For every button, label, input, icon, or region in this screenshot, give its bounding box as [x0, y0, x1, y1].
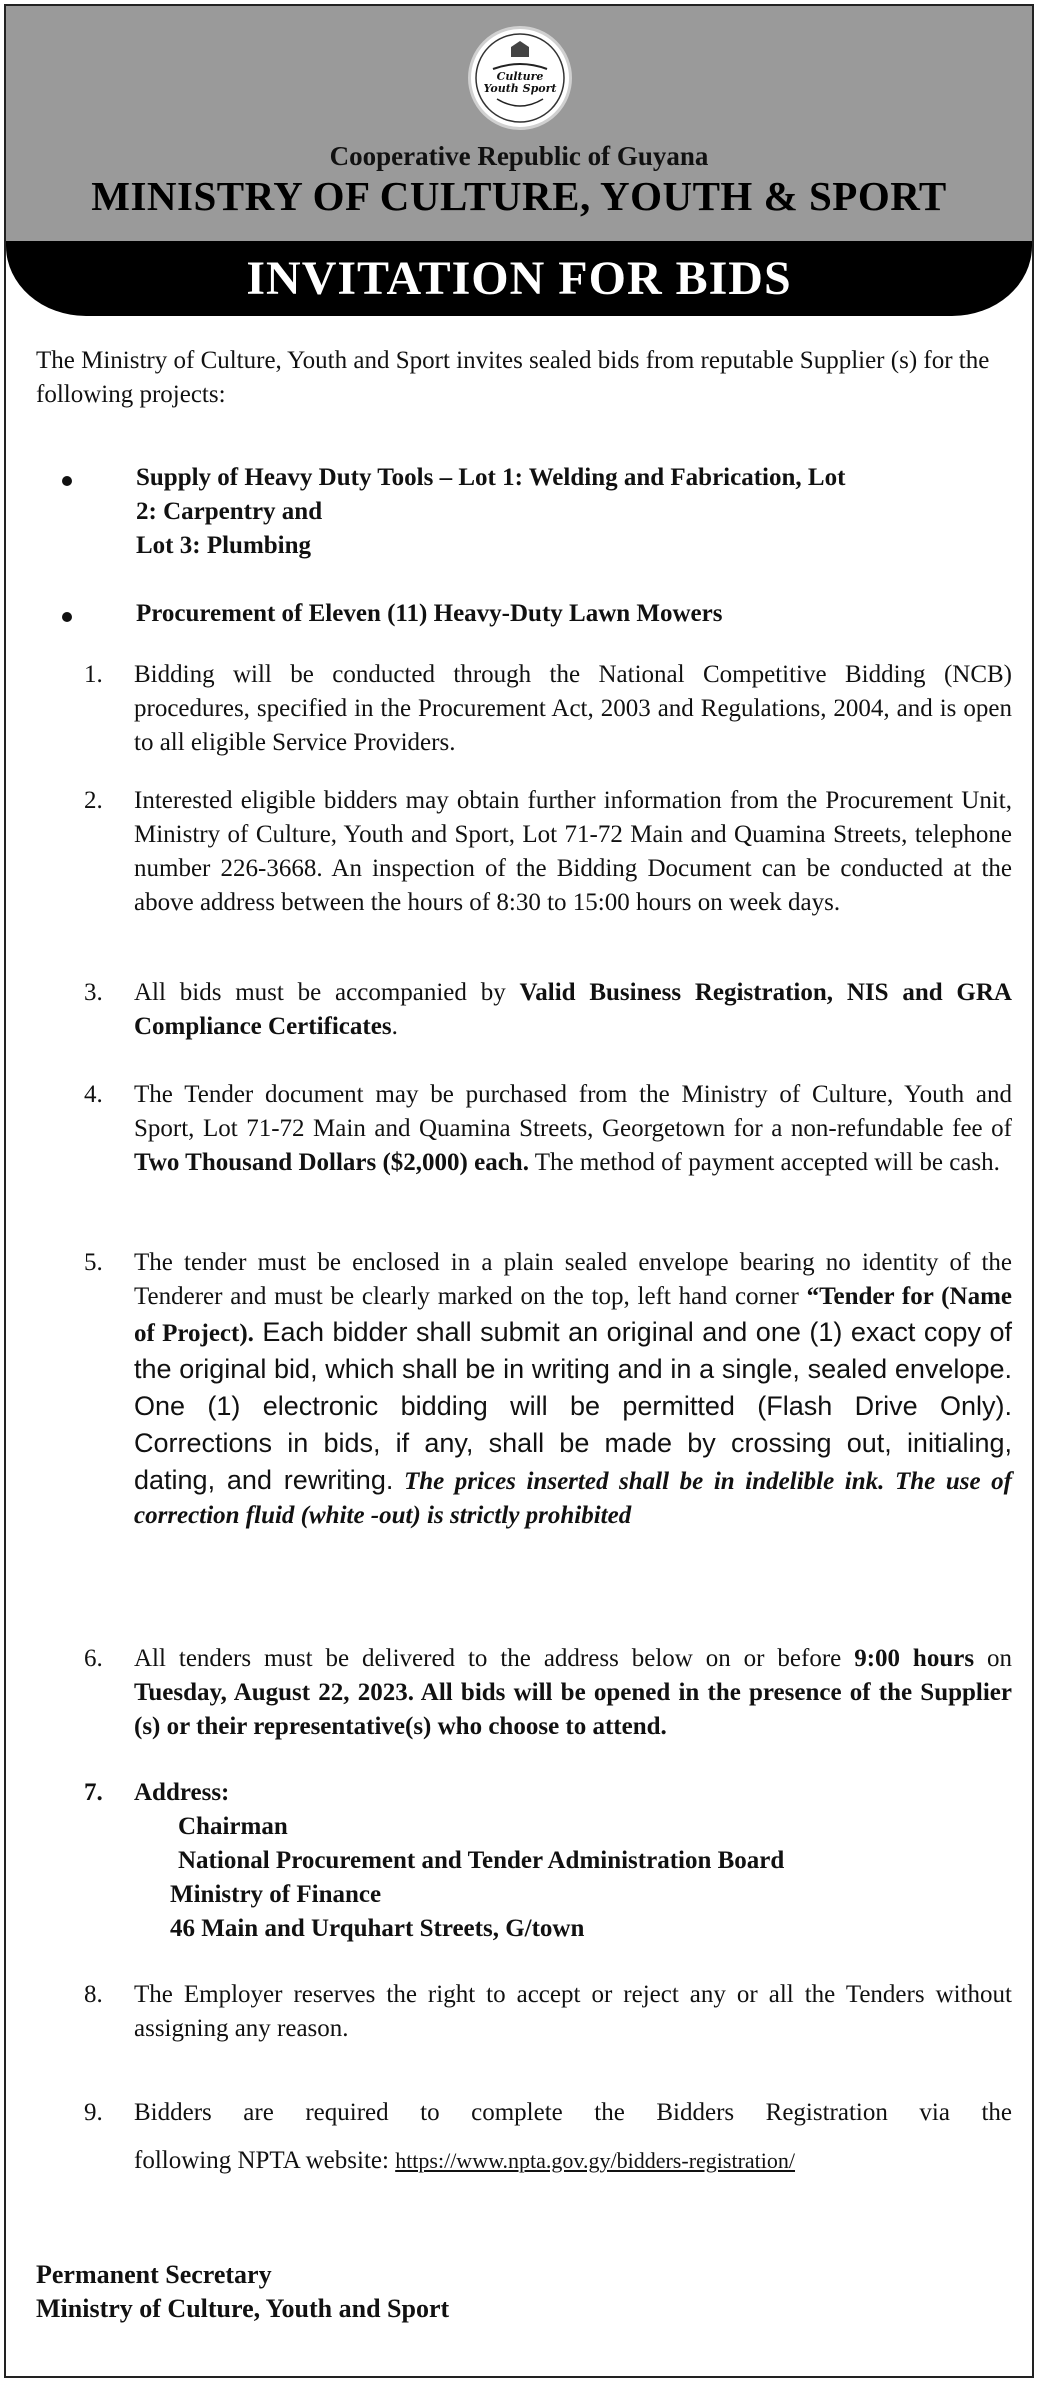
ministry-logo — [468, 26, 572, 130]
intro-paragraph: The Ministry of Culture, Youth and Sport invites sealed bids from reputable Supplier (s) for the following projects: — [36, 347, 990, 408]
item-4-post: The method of payment accepted will be cash. — [528, 1149, 1000, 1176]
item-4-text — [134, 1078, 1012, 1180]
item-number: 8. — [84, 1981, 103, 2008]
item-number: 3. — [84, 979, 103, 1006]
item-6-pre: All tenders must be delivered to the address below on or before — [134, 1645, 855, 1672]
item-number: 9. — [84, 2099, 103, 2126]
item-9-prefix: following NPTA website: — [134, 2147, 396, 2174]
item-4-bold: Two Thousand Dollars ($2,000) each. — [134, 1149, 529, 1176]
item-5-pre: The tender must be enclosed in a plain sealed envelope bearing no identity of the Tenderer and must be clearly marked on the top, left hand corner — [134, 1249, 1012, 1310]
item-6-date: Tuesday, August 22, 2023. All bids will be opened in the presence of the Supplier (s) or their representative(s) who choose to attend. — [134, 1679, 1012, 1740]
project-1-line3: Lot 3: Plumbing — [136, 532, 312, 559]
logo-text: Culture Youth Sport — [483, 70, 557, 95]
project-1-line2: 2: Carpentry and — [136, 498, 323, 525]
address-label: Address: — [134, 1779, 230, 1806]
address-line-1: Chairman — [178, 1813, 288, 1840]
item-5-sans: Each bidder shall submit an original and one (1) exact copy of the original bid, which shall be in writing and in a single, sealed envelope. One (1) electronic bidding will be permitted (Flash Drive Only). Corrections in bids, if any, shall be made by crossing out, initialing, dating, and rewriting. — [134, 1317, 1012, 1495]
item-2-text: Interested eligible bidders may obtain further information from the Procurement Unit, Ministry of Culture, Youth and Sport, Lot 71-72 Main and Quamina Streets, telephone number 226-3668. An inspection of the Bidding Document can be conducted at the above address between the hours of 8:30 to 15:00 hours on week days. — [134, 787, 1012, 916]
item-9-text-line1: Bidders are required to complete the Bidders Registration via the — [134, 2099, 1012, 2126]
address-line-4: 46 Main and Urquhart Streets, G/town — [170, 1915, 585, 1942]
item-number: 1. — [84, 661, 103, 688]
ministry-name: MINISTRY OF CULTURE, YOUTH & SPORT — [91, 173, 947, 219]
item-3-bold: Valid Business Registration, NIS and GRA Compliance Certificates — [134, 979, 1012, 1040]
item-number: 4. — [84, 1081, 103, 1108]
item-9-text-line2 — [134, 2144, 1012, 2178]
page-title: INVITATION FOR BIDS — [246, 252, 792, 305]
item-3-pre: All bids must be accompanied by — [134, 979, 520, 1006]
project-2: Procurement of Eleven (11) Heavy-Duty Lawn Mowers — [136, 600, 723, 627]
item-8-text: The Employer reserves the right to accept or reject any or all the Tenders without assigning any reason. — [134, 1981, 1012, 2042]
project-1 — [136, 461, 1006, 563]
item-3-post: . — [391, 1013, 398, 1040]
item-number: 6. — [84, 1645, 103, 1672]
advertisement-page — [4, 4, 1034, 2378]
item-6-mid: on — [974, 1645, 1013, 1672]
republic-name: Cooperative Republic of Guyana — [329, 141, 709, 171]
item-4-pre: The Tender document may be purchased from the Ministry of Culture, Youth and Sport, Lot 71-72 Main and Quamina Streets, Georgetown for a non-refundable fee of — [134, 1081, 1012, 1142]
signature-title: Permanent Secretary — [36, 2260, 272, 2289]
item-5-bold: “Tender for (Name of Project). — [134, 1283, 1012, 1347]
item-number: 2. — [84, 787, 103, 814]
item-6-text — [134, 1642, 1012, 1744]
item-1-text: Bidding will be conducted through the National Competitive Bidding (NCB) procedures, specified in the Procurement Act, 2003 and Regulations, 2004, and is open to all eligible Service Providers. — [134, 661, 1012, 756]
item-3-text — [134, 976, 1012, 1044]
item-number: 7. — [84, 1779, 103, 1806]
project-1-line1: Supply of Heavy Duty Tools – Lot 1: Welding and Fabrication, Lot — [136, 464, 846, 491]
address-line-3: Ministry of Finance — [170, 1881, 382, 1908]
item-number: 5. — [84, 1249, 103, 1276]
npta-registration-link[interactable]: https://www.npta.gov.gy/bidders-registration/ — [395, 2148, 796, 2173]
item-6-time: 9:00 hours — [854, 1645, 975, 1672]
item-5-italic: The prices inserted shall be in indelible ink. The use of correction fluid (white -out) is strictly prohibited — [134, 1468, 1012, 1529]
bullet-dot — [62, 612, 72, 622]
item-5-text — [134, 1246, 1012, 1533]
signature-org: Ministry of Culture, Youth and Sport — [36, 2294, 450, 2323]
bullet-dot — [62, 476, 72, 486]
address-line-2: National Procurement and Tender Administration Board — [178, 1847, 785, 1874]
